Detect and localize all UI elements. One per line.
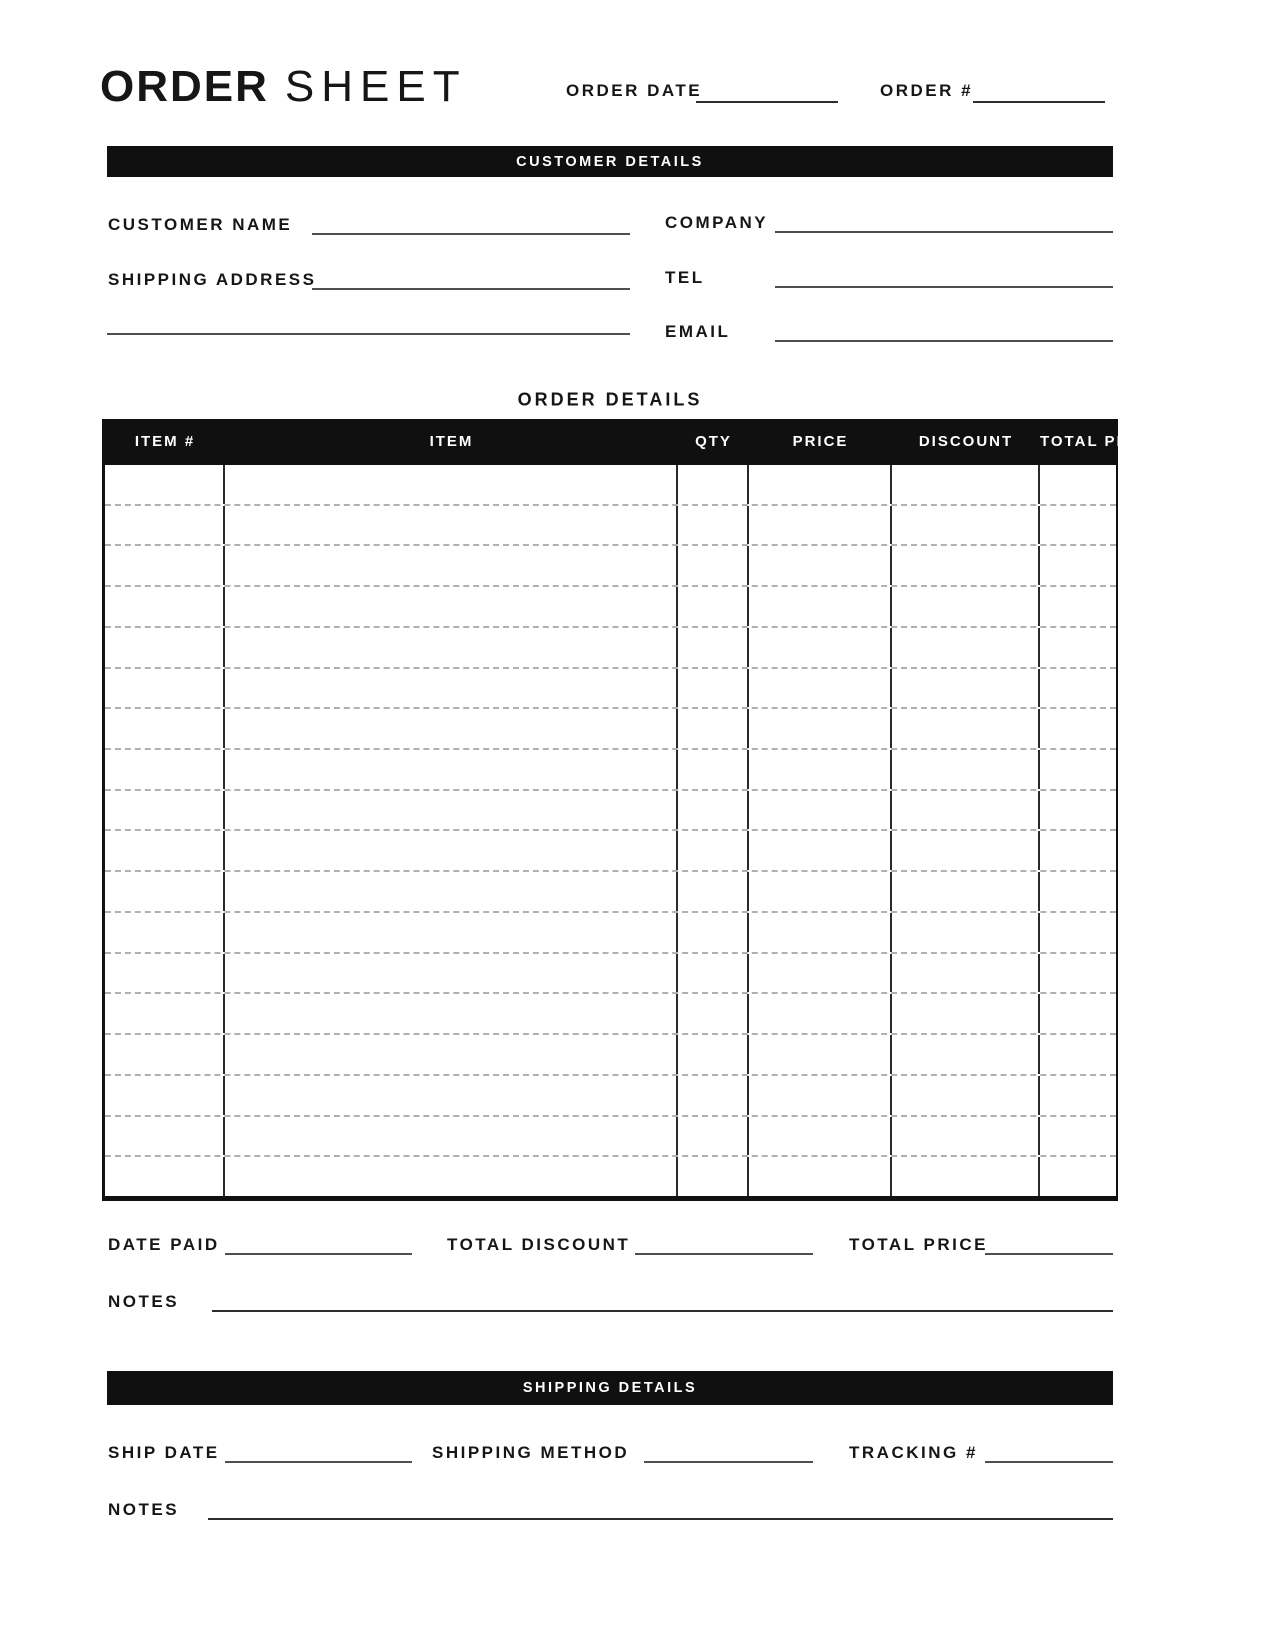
email-label: EMAIL [665,322,731,341]
email-field-line[interactable] [775,340,1113,342]
customer-details-section-title: CUSTOMER DETAILS [516,153,704,170]
total-discount-field-line[interactable] [635,1253,813,1255]
order-table-row[interactable] [105,669,1116,710]
order-table-cell[interactable] [105,1035,225,1074]
order-table-cell[interactable] [678,1157,749,1196]
order-table-cell[interactable] [225,1117,678,1156]
order-table-cell[interactable] [1040,669,1116,708]
shipping-details-section-bar [107,1371,1113,1405]
order-table-cell[interactable] [225,506,678,545]
order-table-cell[interactable] [225,994,678,1033]
order-table-cell[interactable] [892,709,1040,748]
order-table-cell[interactable] [225,954,678,993]
order-table-cell[interactable] [678,1035,749,1074]
order-table-row[interactable] [105,750,1116,791]
order-table-cell[interactable] [105,1076,225,1115]
order-table-row[interactable] [105,1035,1116,1076]
order-table-cell[interactable] [1040,628,1116,667]
order-table-cell[interactable] [225,465,678,504]
shipping-details-section-title: SHIPPING DETAILS [522,1380,698,1396]
order-table-header [102,419,1161,463]
shipping-notes-label: NOTES [108,1500,180,1519]
order-table-cell[interactable] [678,913,749,952]
company-field-line[interactable] [775,231,1113,233]
order-table-cell[interactable] [678,709,749,748]
order-table-cell[interactable] [678,831,749,870]
customer-name-label: CUSTOMER NAME [108,215,293,234]
order-table-cell[interactable] [892,669,1040,708]
order-table-cell[interactable] [105,913,225,952]
order-table-body [102,463,1118,1201]
order-table-cell[interactable] [749,954,892,993]
order-table-cell[interactable] [749,1117,892,1156]
order-table-row[interactable] [105,709,1116,750]
order-table-row[interactable] [105,831,1116,872]
order-table-cell[interactable] [678,587,749,626]
order-table-cell[interactable] [892,750,1040,789]
order-table-cell[interactable] [678,1117,749,1156]
order-table-cell[interactable] [1040,1035,1116,1074]
order-table-cell[interactable] [225,791,678,830]
column-header-item: ITEM [429,432,474,450]
order-table-cell[interactable] [749,506,892,545]
order-table-cell[interactable] [1040,791,1116,830]
shipping-method-label: SHIPPING METHOD [432,1443,630,1462]
order-table-cell[interactable] [892,954,1040,993]
total-discount-label: TOTAL DISCOUNT [447,1235,631,1254]
order-table-row[interactable] [105,913,1116,954]
order-table-cell[interactable] [749,831,892,870]
order-table-cell[interactable] [225,1157,678,1196]
order-table-cell[interactable] [749,872,892,911]
order-table-cell[interactable] [892,628,1040,667]
page-title-secondary: SHEET [284,62,467,111]
order-date-field-line[interactable] [696,101,838,103]
order-table-row[interactable] [105,994,1116,1035]
shipping-method-field-line[interactable] [644,1461,813,1463]
order-table-cell[interactable] [225,872,678,911]
order-table-cell[interactable] [105,750,225,789]
total-price-label: TOTAL PRICE [849,1235,988,1254]
order-table-cell[interactable] [105,587,225,626]
order-table-cell[interactable] [1040,750,1116,789]
notes-field-line[interactable] [212,1310,1113,1312]
order-table-cell[interactable] [1040,1117,1116,1156]
order-table-cell[interactable] [749,546,892,585]
order-table-cell[interactable] [678,750,749,789]
order-table-cell[interactable] [225,709,678,748]
order-table-cell[interactable] [749,669,892,708]
order-table-cell[interactable] [105,1117,225,1156]
order-table-cell[interactable] [749,628,892,667]
order-table-cell[interactable] [105,1157,225,1196]
order-table-cell[interactable] [678,465,749,504]
order-table-cell[interactable] [892,913,1040,952]
order-table-row[interactable] [105,1117,1116,1158]
column-header-price: PRICE [792,432,849,450]
order-table-cell[interactable] [225,750,678,789]
order-table-cell[interactable] [749,791,892,830]
order-table-cell[interactable] [892,1117,1040,1156]
order-table-row[interactable] [105,1157,1116,1196]
order-table-cell[interactable] [678,546,749,585]
order-table-cell[interactable] [892,791,1040,830]
shipping-address-field-line-2[interactable] [107,333,630,335]
order-table-cell[interactable] [749,465,892,504]
order-table-cell[interactable] [105,831,225,870]
order-table-cell[interactable] [749,587,892,626]
order-table-row[interactable] [105,954,1116,995]
column-header-item-number: ITEM # [134,432,196,450]
order-date-label: ORDER DATE [566,81,703,100]
order-table-cell[interactable] [1040,994,1116,1033]
order-table-cell[interactable] [105,669,225,708]
order-table-cell[interactable] [892,506,1040,545]
order-table-cell[interactable] [1040,831,1116,870]
order-table-cell[interactable] [105,546,225,585]
order-table-row[interactable] [105,628,1116,669]
order-table-cell[interactable] [749,1035,892,1074]
customer-details-section-bar [107,146,1113,177]
order-table-cell[interactable] [892,1076,1040,1115]
date-paid-label: DATE PAID [108,1235,220,1254]
order-table-cell[interactable] [678,954,749,993]
order-table-cell[interactable] [678,791,749,830]
total-price-field-line[interactable] [985,1253,1113,1255]
order-table-cell[interactable] [892,994,1040,1033]
order-table-cell[interactable] [225,587,678,626]
order-table-cell[interactable] [749,1157,892,1196]
column-header-total-price: TOTAL PRICE [1040,432,1161,450]
page-title-primary: ORDER [100,62,269,111]
order-table-cell[interactable] [105,791,225,830]
tracking-number-field-line[interactable] [985,1461,1113,1463]
order-table-cell[interactable] [678,628,749,667]
order-table-cell[interactable] [1040,872,1116,911]
order-table-cell[interactable] [678,994,749,1033]
ship-date-label: SHIP DATE [108,1443,220,1462]
order-table-cell[interactable] [1040,913,1116,952]
column-header-discount: DISCOUNT [918,432,1014,450]
order-table-row[interactable] [105,465,1116,506]
order-table-cell[interactable] [892,1157,1040,1196]
ship-date-field-line[interactable] [225,1461,412,1463]
order-number-field-line[interactable] [973,101,1105,103]
order-table-cell[interactable] [1040,465,1116,504]
order-table-cell[interactable] [892,546,1040,585]
order-table-cell[interactable] [105,872,225,911]
order-table-cell[interactable] [892,465,1040,504]
order-table-cell[interactable] [105,628,225,667]
order-table-row[interactable] [105,506,1116,547]
order-table-cell[interactable] [749,994,892,1033]
order-table-cell[interactable] [105,506,225,545]
order-table-cell[interactable] [105,709,225,748]
order-table-cell[interactable] [225,1076,678,1115]
order-table-cell[interactable] [1040,709,1116,748]
order-table-cell[interactable] [1040,587,1116,626]
order-table-cell[interactable] [749,1076,892,1115]
date-paid-field-line[interactable] [225,1253,412,1255]
order-table-cell[interactable] [749,913,892,952]
notes-label: NOTES [108,1292,180,1311]
order-table-cell[interactable] [892,1035,1040,1074]
order-table-cell[interactable] [678,506,749,545]
order-table-cell[interactable] [678,669,749,708]
shipping-notes-field-line[interactable] [208,1518,1113,1520]
tel-field-line[interactable] [775,286,1113,288]
order-table-cell[interactable] [225,546,678,585]
order-table-row[interactable] [105,791,1116,832]
order-table-cell[interactable] [678,1076,749,1115]
order-table-cell[interactable] [892,831,1040,870]
order-table-cell[interactable] [225,1035,678,1074]
shipping-address-field-line[interactable] [312,288,630,290]
order-table [102,419,1161,1201]
column-header-qty: QTY [695,432,732,450]
order-table-cell[interactable] [892,872,1040,911]
order-number-label: ORDER # [880,81,974,100]
order-table-cell[interactable] [1040,546,1116,585]
page-title [100,62,467,112]
order-table-cell[interactable] [1040,506,1116,545]
customer-name-field-line[interactable] [312,233,630,235]
order-table-row[interactable] [105,872,1116,913]
order-table-cell[interactable] [678,872,749,911]
order-details-heading: ORDER DETAILS [517,389,703,410]
order-table-cell[interactable] [892,587,1040,626]
order-table-cell[interactable] [749,709,892,748]
order-table-cell[interactable] [225,628,678,667]
order-table-row[interactable] [105,587,1116,628]
order-table-cell[interactable] [749,750,892,789]
tel-label: TEL [665,268,705,287]
order-table-cell[interactable] [105,954,225,993]
order-table-cell[interactable] [105,465,225,504]
order-table-cell[interactable] [225,913,678,952]
tracking-number-label: TRACKING # [849,1443,978,1462]
order-table-row[interactable] [105,1076,1116,1117]
company-label: COMPANY [665,213,769,232]
order-table-cell[interactable] [1040,1157,1116,1196]
order-table-cell[interactable] [225,831,678,870]
order-table-row[interactable] [105,546,1116,587]
order-table-cell[interactable] [1040,954,1116,993]
order-table-cell[interactable] [225,669,678,708]
order-table-cell[interactable] [1040,1076,1116,1115]
shipping-address-label: SHIPPING ADDRESS [108,270,317,289]
order-table-cell[interactable] [105,994,225,1033]
